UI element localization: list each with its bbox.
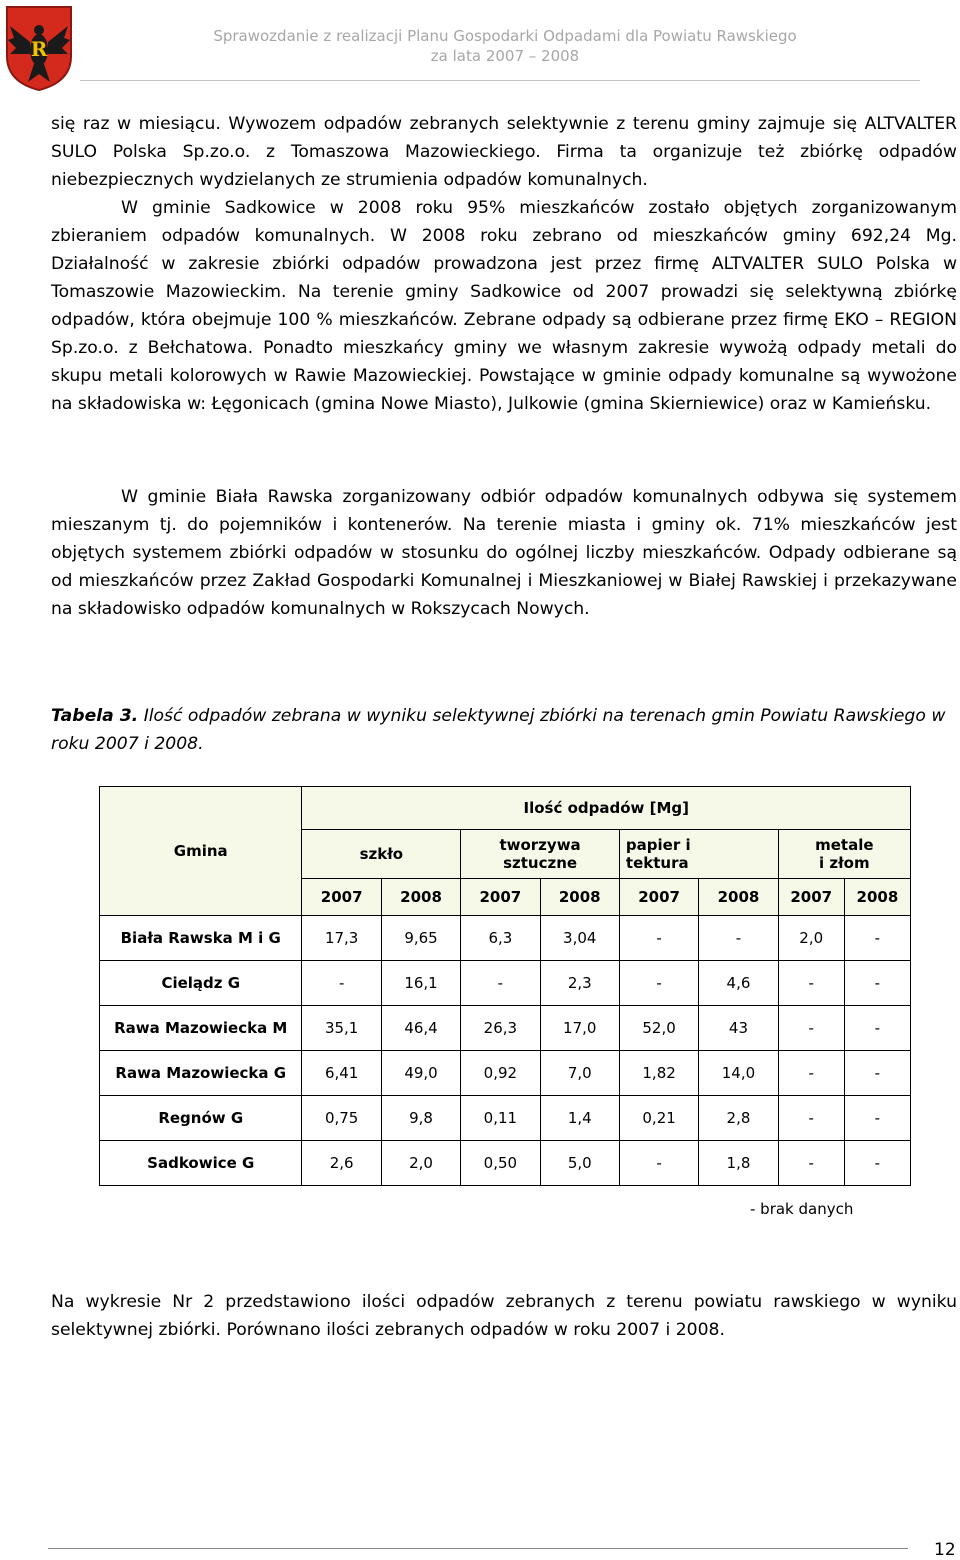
table-cell: 46,4 <box>381 1006 460 1051</box>
table-cell: 0,50 <box>461 1141 540 1186</box>
paragraph-chart-intro <box>51 1288 957 1344</box>
table-cell: 4,6 <box>699 961 778 1006</box>
row-gmina: Rawa Mazowiecka G <box>100 1051 302 1096</box>
table-cell: - <box>619 916 698 961</box>
table-row <box>100 1051 911 1096</box>
table-cell: - <box>619 1141 698 1186</box>
column-group-paper <box>619 830 778 879</box>
document-title <box>180 26 830 66</box>
table-row <box>100 1006 911 1051</box>
table-cell: - <box>844 961 910 1006</box>
paragraph-text: W gminie Biała Rawska zorganizowany odbiór odpadów komunalnych odbywa się systemem mieszanym tj. do pojemników i kontenerów. Na terenie miasta i gminy ok. 71% mieszkańców jest objętych systemem zbiórki odpadów w stosunku do ogólnej liczby mieszkańców. Odpady odbierane są od mieszkańców przez Zakład Gospodarki Komunalnej i Mieszkaniowej w Białej Rawskiej i przekazywane na składowisko odpadów komunalnych w Rokszycach Nowych. <box>51 487 957 619</box>
table-cell: 17,3 <box>302 916 381 961</box>
table-cell: 6,41 <box>302 1051 381 1096</box>
year-header: 2007 <box>778 879 844 916</box>
table-cell: 2,8 <box>699 1096 778 1141</box>
table-cell: - <box>844 916 910 961</box>
table-row <box>100 916 911 961</box>
table-cell: 2,6 <box>302 1141 381 1186</box>
table-cell: - <box>778 961 844 1006</box>
table-cell: 52,0 <box>619 1006 698 1051</box>
table-cell: 1,82 <box>619 1051 698 1096</box>
table-cell: 1,4 <box>540 1096 619 1141</box>
table-caption-label: Tabela 3. <box>51 706 139 726</box>
group-label: szkło <box>359 845 404 863</box>
table-caption-text: Ilość odpadów zebrana w wyniku selektywnej zbiórki na terenach gmin Powiatu Rawskiego w roku 2007 i 2008. <box>51 706 946 754</box>
table-cell: - <box>844 1006 910 1051</box>
table-cell: - <box>844 1096 910 1141</box>
column-header-gmina: Gmina <box>100 787 302 916</box>
table-cell: 6,3 <box>461 916 540 961</box>
document-title-line2: za lata 2007 – 2008 <box>430 47 580 65</box>
table-cell: - <box>699 916 778 961</box>
table-cell: 9,8 <box>381 1096 460 1141</box>
group-label: papier i <box>625 836 691 854</box>
table-cell: - <box>844 1051 910 1096</box>
table-cell: - <box>844 1141 910 1186</box>
table-cell: - <box>778 1141 844 1186</box>
table-cell: 0,75 <box>302 1096 381 1141</box>
crest-letter: R <box>30 37 48 61</box>
year-header: 2007 <box>302 879 381 916</box>
table-cell: - <box>619 961 698 1006</box>
table-cell: 3,04 <box>540 916 619 961</box>
table-cell: 26,3 <box>461 1006 540 1051</box>
paragraph-sadkowice <box>51 110 957 418</box>
table-cell: 0,11 <box>461 1096 540 1141</box>
table-cell: - <box>302 961 381 1006</box>
row-gmina: Cielądz G <box>100 961 302 1006</box>
table-cell: 43 <box>699 1006 778 1051</box>
table-cell: - <box>461 961 540 1006</box>
group-label: metale <box>815 836 874 854</box>
year-header: 2008 <box>844 879 910 916</box>
year-header: 2008 <box>381 879 460 916</box>
page-header <box>0 0 960 95</box>
column-group-metals <box>778 830 910 879</box>
table-cell: 16,1 <box>381 961 460 1006</box>
table-cell: 1,8 <box>699 1141 778 1186</box>
row-gmina: Sadkowice G <box>100 1141 302 1186</box>
table-cell: 0,21 <box>619 1096 698 1141</box>
table-cell: 2,0 <box>778 916 844 961</box>
table-cell: 9,65 <box>381 916 460 961</box>
row-gmina: Regnów G <box>100 1096 302 1141</box>
group-label: tworzywa <box>499 836 581 854</box>
paragraph-biala-rawska <box>51 483 957 623</box>
paragraph-text: Na wykresie Nr 2 przedstawiono ilości odpadów zebranych z terenu powiatu rawskiego w wyniku selektywnej zbiórki. Porównano ilości zebranych odpadów w roku 2007 i 2008. <box>51 1292 957 1340</box>
group-label: i złom <box>819 854 870 872</box>
year-header: 2008 <box>699 879 778 916</box>
year-header: 2007 <box>619 879 698 916</box>
table-cell: 14,0 <box>699 1051 778 1096</box>
footer-divider <box>48 1548 908 1549</box>
group-label: sztuczne <box>503 854 578 872</box>
table-cell: 5,0 <box>540 1141 619 1186</box>
document-title-line1: Sprawozdanie z realizacji Planu Gospodarki Odpadami dla Powiatu Rawskiego <box>213 27 797 45</box>
column-header-amount: Ilość odpadów [Mg] <box>302 787 911 830</box>
year-header: 2008 <box>540 879 619 916</box>
paragraph-text: się raz w miesiącu. Wywozem odpadów zebranych selektywnie z terenu gminy zajmuje się ALTVALTER SULO Polska Sp.zo.o. z Tomaszowa Mazowieckiego. Firma ta organizuje też zbiórkę odpadów niebezpiecznych wydzielanych ze strumienia odpadów komunalnych. <box>51 114 957 190</box>
header-divider <box>80 80 920 81</box>
waste-table <box>99 786 911 1186</box>
paragraph-text: W gminie Sadkowice w 2008 roku 95% mieszkańców zostało objętych zorganizowanym zbieraniem odpadów komunalnych. W 2008 roku zebrano od mieszkańców gminy 692,24 Mg. Działalność w zakresie zbiórki odpadów prowadzona jest przez firmę ALTVALTER SULO Polska w Tomaszowie Mazowieckim. Na terenie gminy Sadkowice od 2007 prowadzi się selektywną zbiórkę odpadów, która obejmuje 100 % mieszkańców. Zebrane odpady są odbierane przez firmę EKO – REGION Sp.zo.o. z Bełchatowa. Ponadto mieszkańcy gminy we własnym zakresie wywożą odpady metali do skupu metali kolorowych w Rawie Mazowieckiej. Powstające w gminie odpady komunalne są wywożone na składowiska w: Łęgonicach (gmina Nowe Miasto), Julkowie (gmina Skierniewice) oraz w Kamieńsku. <box>51 198 957 414</box>
table-cell: 49,0 <box>381 1051 460 1096</box>
column-group-plastics <box>461 830 620 879</box>
table-cell: 7,0 <box>540 1051 619 1096</box>
year-header: 2007 <box>461 879 540 916</box>
table-row <box>100 1096 911 1141</box>
column-group-glass <box>302 830 461 879</box>
table-cell: - <box>778 1006 844 1051</box>
table-note: - brak danych <box>750 1200 854 1218</box>
table-cell: 17,0 <box>540 1006 619 1051</box>
table-cell: 2,0 <box>381 1141 460 1186</box>
table-cell: 2,3 <box>540 961 619 1006</box>
table-caption <box>51 702 957 758</box>
table-cell: 35,1 <box>302 1006 381 1051</box>
table-row <box>100 961 911 1006</box>
table-row <box>100 1141 911 1186</box>
row-gmina: Biała Rawska M i G <box>100 916 302 961</box>
table-cell: - <box>778 1096 844 1141</box>
page-number: 12 <box>934 1540 956 1560</box>
coat-of-arms-icon <box>4 4 74 92</box>
table-cell: 0,92 <box>461 1051 540 1096</box>
table-cell: - <box>778 1051 844 1096</box>
row-gmina: Rawa Mazowiecka M <box>100 1006 302 1051</box>
group-label: tektura <box>625 854 689 872</box>
